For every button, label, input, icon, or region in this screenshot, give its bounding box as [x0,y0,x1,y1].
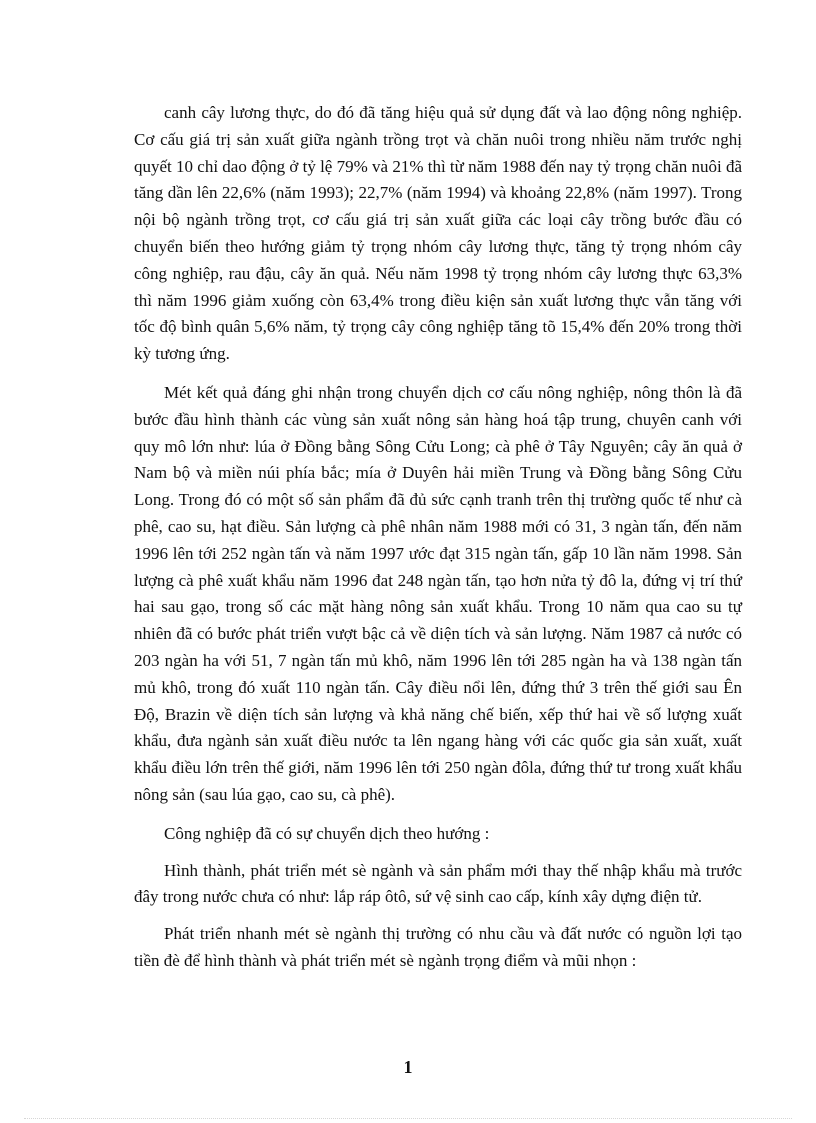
paragraph-agriculture-structure: canh cây lương thực, do đó đã tăng hiệu quả sử dụng đất và lao động nông nghiệp. Cơ cấu giá trị sản xuất giữa ngành trồng trọt và chăn nuôi trong nhiều năm trước nghị quyết 10 chỉ dao động ở tỷ lệ 79% và 21% thì từ năm 1988 đến nay tỷ trọng chăn nuôi đã tăng dần lên 22,6% (năm 1993); 22,7% (năm 1994) và khoảng 22,8% (năm 1997). Trong nội bộ ngành trồng trọt, cơ cấu giá trị sản xuất giữa các loại cây trồng bước đầu có chuyển biến theo hướng giảm tỷ trọng nhóm cây lương thực, tăng tỷ trọng nhóm cây công nghiệp, rau đậu, cây ăn quả. Nếu năm 1998 tỷ trọng nhóm cây lương thực 63,3% thì năm 1996 giảm xuống còn 63,4% trong điều kiện sản xuất lương thực vẫn tăng với tốc độ bình quân 5,6% năm, tỷ trọng cây công nghiệp tăng tõ 15,4% đến 20% trong thời kỳ tương ứng. [134,103,742,364]
page-bottom-divider [24,1118,792,1119]
paragraph-commodity-regions: Mét kết quả đáng ghi nhận trong chuyển dịch cơ cấu nông nghiệp, nông thôn là đã bước đầu hình thành các vùng sản xuất nông sản hàng hoá tập trung, chuyên canh với quy mô lớn như: lúa ở Đồng bằng Sông Cửu Long; cà phê ở Tây Nguyên; cây ăn quả ở Nam bộ và miền núi phía bắc; mía ở Duyên hải miền Trung và Đồng bằng Sông Cửu Long. Trong đó có một số sản phẩm đã đủ sức cạnh tranh trên thị trường quốc tế như cà phê, cao su, hạt điều. Sản lượng cà phê nhân năm 1988 mới có 31, 3 ngàn tấn, đến năm 1996 lên tới 252 ngàn tấn và năm 1997 ước đạt 315 ngàn tấn, gấp 10 lần năm 1998. Sản lượng cà phê xuất khẩu năm 1996 đat 248 ngàn tấn, tạo hơn nửa tỷ đô la, đứng vị trí thứ hai sau gạo, trong số các mặt hàng nông sản xuất khẩu. Trong 10 năm qua cao su tự nhiên đã có bước phát triển vượt bậc cả về diện tích và sản lượng. Năm 1987 cả nước có 203 ngàn ha với 51, 7 ngàn tấn mủ khô, năm 1996 lên tới 285 ngàn ha và 138 ngàn tấn mủ khô, trong đó xuất 110 ngàn tấn. Cây điều nổi lên, đứng thứ 3 trên thế giới sau Ên Độ, Brazin về diện tích sản lượng và khả năng chế biến, xếp thứ hai về số lượng xuất khẩu, đưa ngành sản xuất điều nước ta lên ngang hàng với các quốc gia sản xuất, xuất khẩu điều lớn trên thế giới, năm 1996 lên tới 250 ngàn đôla, đứng thứ tư trong xuất khẩu nông sản (sau lúa gạo, cao su, cà phê). [134,382,742,804]
page-number: 1 [403,1057,413,1077]
paragraph-industry-heading: Công nghiệp đã có sự chuyển dịch theo hướng : [164,823,490,843]
document-body [134,100,742,987]
paragraph-import-substitution: Hình thành, phát triển mét sè ngành và sản phẩm mới thay thế nhập khẩu mà trước đây trong nước chưa có như: lắp ráp ôtô, sứ vệ sinh cao cấp, kính xây dựng điện tử. [134,860,742,907]
paragraph-key-industries: Phát triển nhanh mét sè ngành thị trường có nhu cầu và đất nước có nguồn lợi tạo tiền đè để hình thành và phát triển mét sè ngành trọng điểm và mũi nhọn : [134,924,742,970]
